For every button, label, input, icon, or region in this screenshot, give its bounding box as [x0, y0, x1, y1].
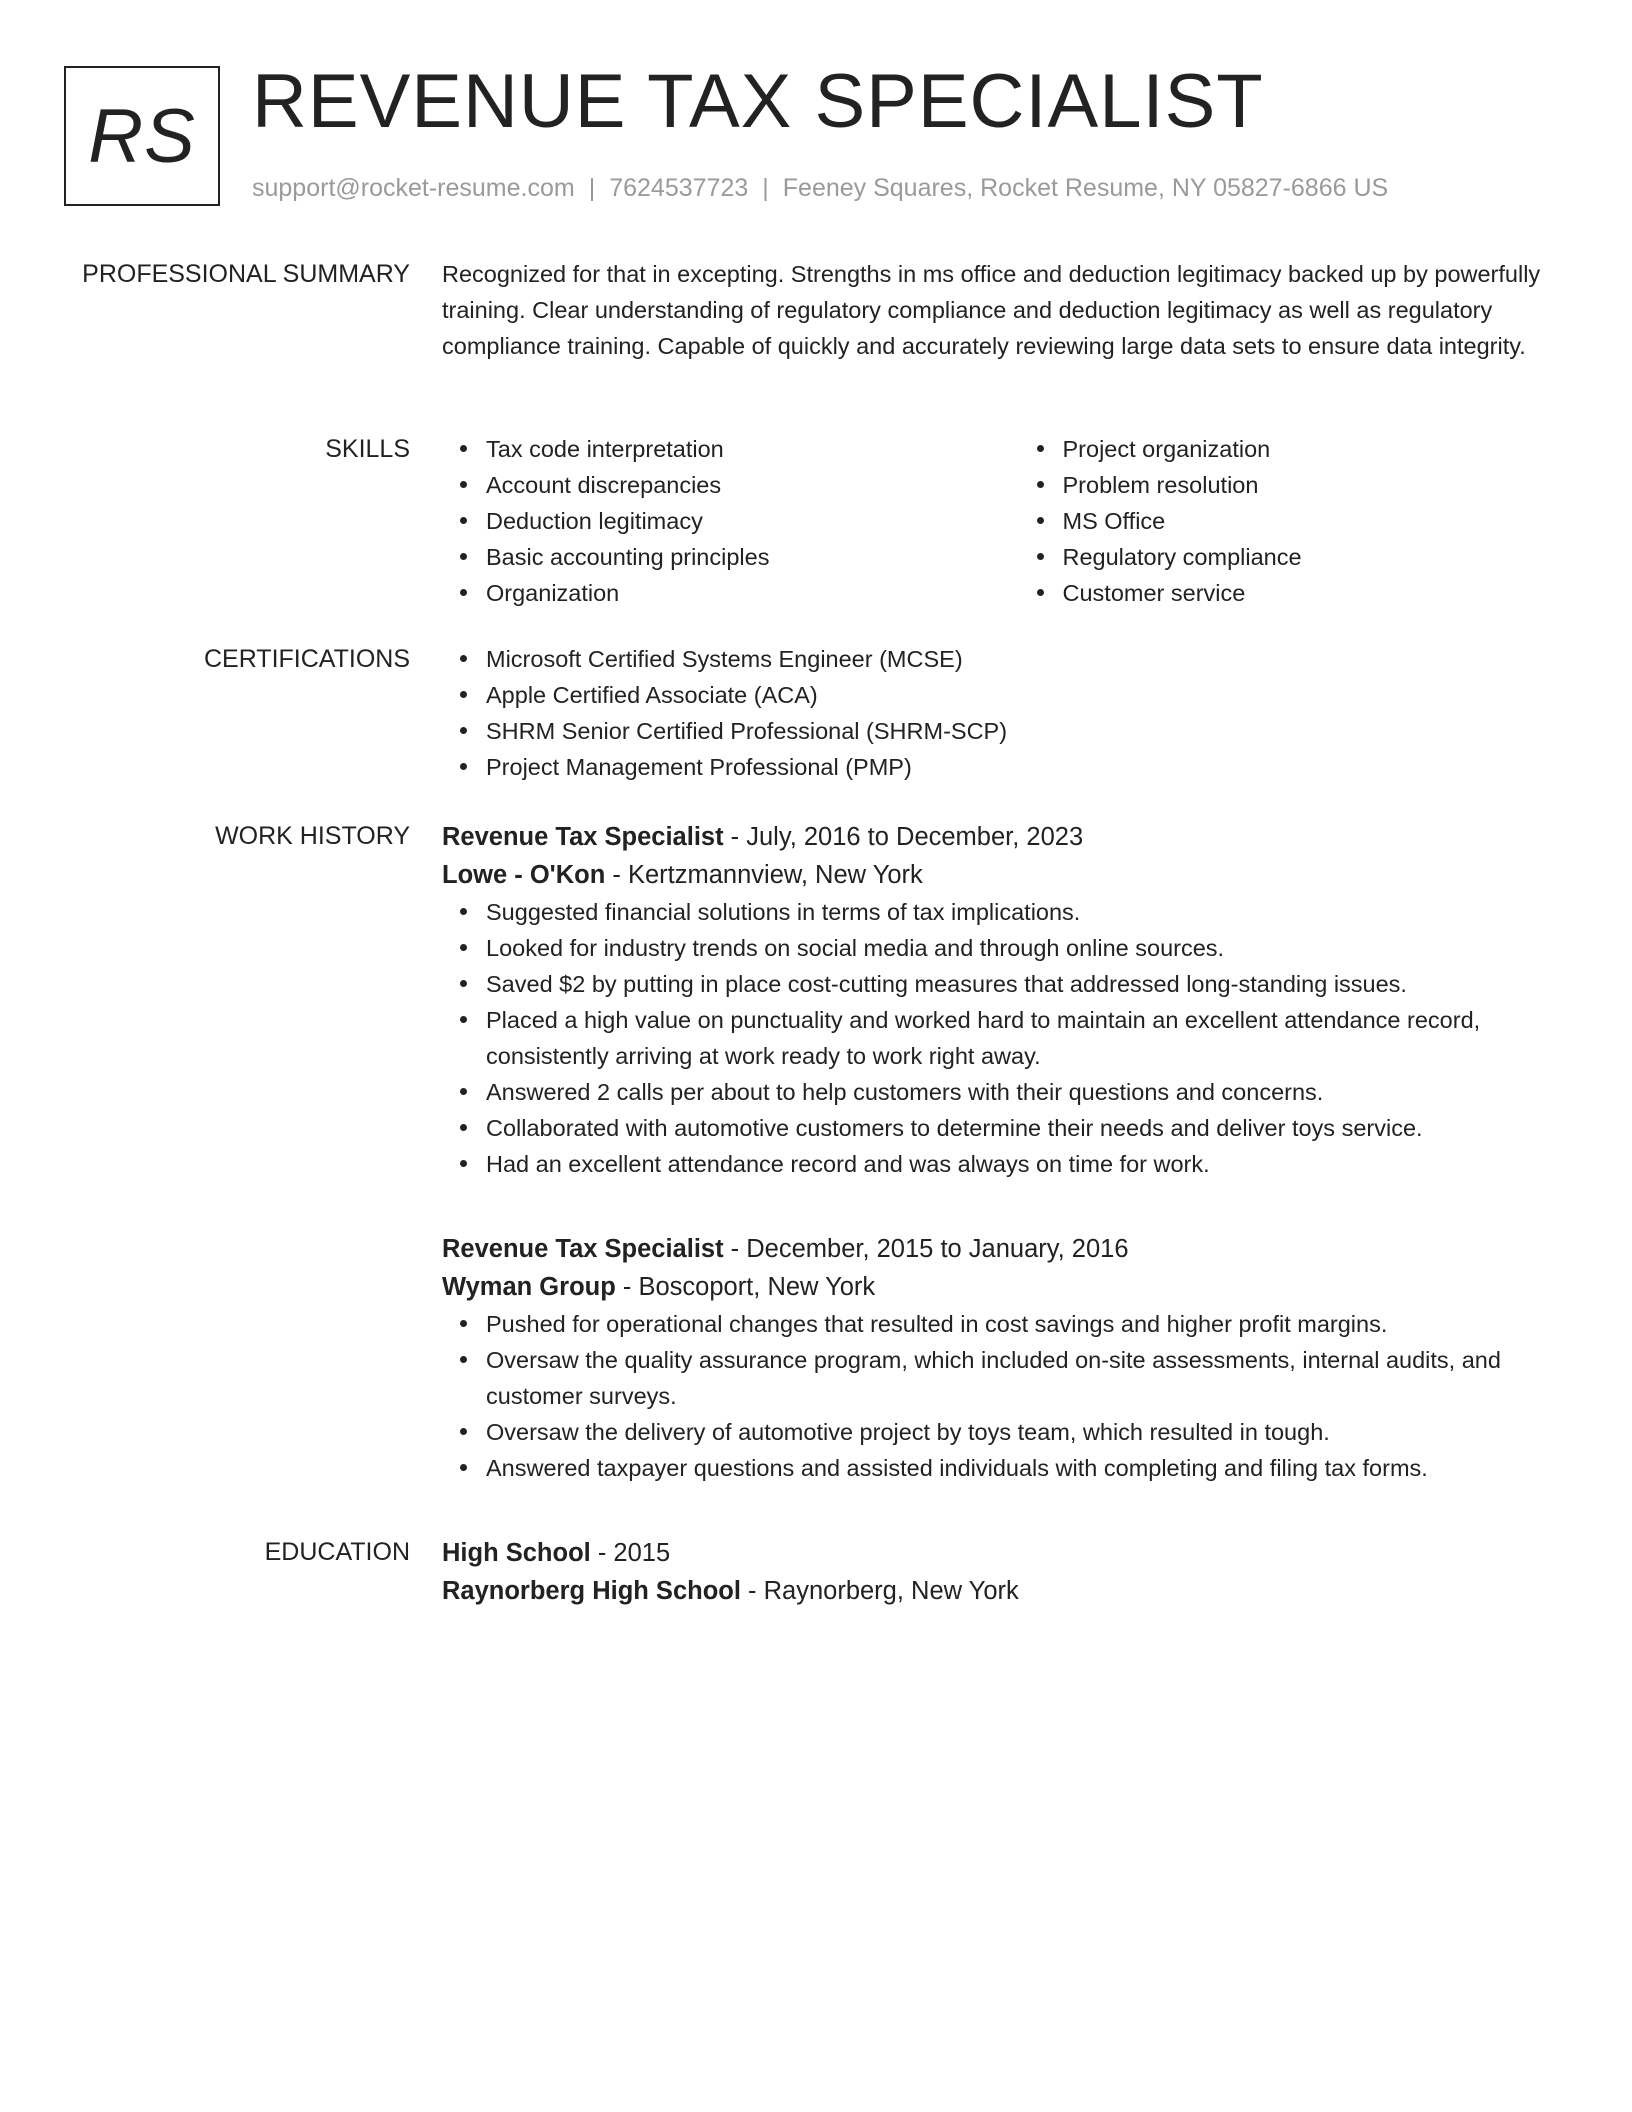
education-degree-line [442, 1534, 1552, 1572]
job-location: - Kertzmannview, New York [605, 861, 923, 889]
job-bullet: Had an excellent attendance record and was always on time for work. [486, 1146, 1552, 1182]
skills-body [442, 431, 1552, 611]
education-school-line [442, 1572, 1552, 1610]
certification-item: Apple Certified Associate (ACA) [486, 677, 1552, 713]
skill-item: Problem resolution [1063, 467, 1553, 503]
skill-item: Deduction legitimacy [486, 503, 976, 539]
contact-separator: | [588, 174, 596, 202]
section-label-work-history: WORK HISTORY [215, 822, 410, 850]
contact-address: Feeney Squares, Rocket Resume, NY 05827-6866 US [782, 174, 1389, 202]
skills-list-right [1019, 431, 1553, 611]
job-bullet-list [442, 894, 1552, 1182]
job-dates: - July, 2016 to December, 2023 [723, 823, 1084, 851]
job-entry [442, 1230, 1552, 1486]
job-dates: - December, 2015 to January, 2016 [723, 1235, 1129, 1263]
job-bullet: Looked for industry trends on social media and through online sources. [486, 930, 1552, 966]
job-bullet: Saved $2 by putting in place cost-cutting measures that addressed long-standing issues. [486, 966, 1552, 1002]
section-label-certifications: CERTIFICATIONS [203, 645, 410, 673]
contact-phone[interactable]: 7624537723 [609, 174, 749, 202]
resume-title: REVENUE TAX SPECIALIST [252, 59, 1264, 144]
skill-item: Project organization [1063, 431, 1553, 467]
certifications-list [442, 641, 1552, 785]
job-bullet: Oversaw the quality assurance program, which included on-site assessments, internal audits, and customer surveys. [486, 1342, 1552, 1414]
job-bullet: Answered taxpayer questions and assisted individuals with completing and filing tax forms. [486, 1450, 1552, 1486]
skill-item: Customer service [1063, 575, 1553, 611]
certification-item: Microsoft Certified Systems Engineer (MCSE) [486, 641, 1552, 677]
job-bullet: Suggested financial solutions in terms of tax implications. [486, 894, 1552, 930]
skill-item: Regulatory compliance [1063, 539, 1553, 575]
job-title-line [442, 818, 1552, 856]
contact-separator: | [762, 174, 769, 202]
job-title-line [442, 1230, 1552, 1268]
job-title: Revenue Tax Specialist [442, 823, 724, 851]
section-label-skills: SKILLS [325, 435, 410, 463]
education-location: - Raynorberg, New York [740, 1577, 1019, 1605]
job-bullet: Collaborated with automotive customers to determine their needs and deliver toys service. [486, 1110, 1552, 1146]
job-location: - Boscoport, New York [615, 1273, 876, 1301]
job-title: Revenue Tax Specialist [442, 1235, 724, 1263]
job-company: Lowe - O'Kon [442, 861, 606, 889]
skill-item: Account discrepancies [486, 467, 976, 503]
job-entry [442, 818, 1552, 1182]
education-body [442, 1534, 1552, 1610]
work-history-body [442, 818, 1552, 1486]
certifications-body [442, 641, 1552, 785]
contact-email[interactable]: support@rocket-resume.com [252, 174, 575, 202]
skill-item: Tax code interpretation [486, 431, 976, 467]
job-company-line [442, 856, 1552, 894]
skills-list-left [442, 431, 976, 611]
job-bullet: Placed a high value on punctuality and worked hard to maintain an excellent attendance record, consistently arriving at work ready to work right away. [486, 1002, 1552, 1074]
job-company: Wyman Group [442, 1273, 616, 1301]
skill-item: Basic accounting principles [486, 539, 976, 575]
section-label-summary: PROFESSIONAL SUMMARY [82, 260, 410, 288]
job-bullet: Answered 2 calls per about to help customers with their questions and concerns. [486, 1074, 1552, 1110]
skill-item: Organization [486, 575, 976, 611]
job-bullet: Oversaw the delivery of automotive project by toys team, which resulted in tough. [486, 1414, 1552, 1450]
certification-item: SHRM Senior Certified Professional (SHRM-SCP) [486, 713, 1552, 749]
education-degree: High School [442, 1539, 591, 1567]
skill-item: MS Office [1063, 503, 1553, 539]
contact-line [252, 170, 1388, 206]
education-school: Raynorberg High School [442, 1577, 741, 1605]
certification-item: Project Management Professional (PMP) [486, 749, 1552, 785]
summary-text: Recognized for that in excepting. Strengths in ms office and deduction legitimacy backed up by powerfully training. Clear understanding of regulatory compliance and deduction legitimacy as well as regulatory compliance training. Capable of quickly and accurately reviewing large data sets to ensure data integrity. [442, 261, 1541, 359]
education-year: - 2015 [590, 1539, 671, 1567]
monogram-logo: RS [64, 66, 220, 206]
job-company-line [442, 1268, 1552, 1306]
summary-body [442, 256, 1552, 364]
job-bullet-list [442, 1306, 1552, 1486]
job-bullet: Pushed for operational changes that resulted in cost savings and higher profit margins. [486, 1306, 1552, 1342]
section-label-education: EDUCATION [264, 1538, 410, 1566]
